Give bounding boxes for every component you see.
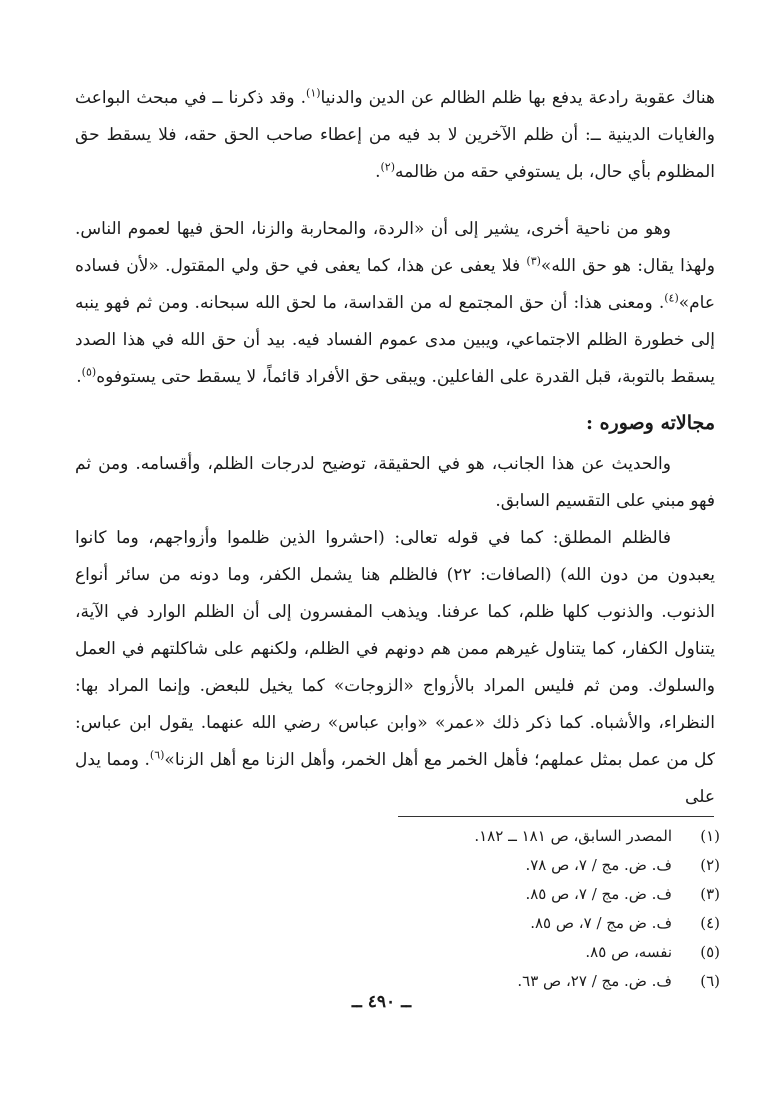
footnote-text: المصدر السابق، ص ١٨١ ــ ١٨٢.	[474, 827, 672, 845]
paragraph-text: فالظلم المطلق: كما في قوله تعالى: (احشروا الذين ظلموا وأزواجهم، وما كانوا يعبدون من دون الله) (الصافات: ٢٢) فالظلم هنا يشمل الكفر، وما دونه من سائر أنواع الذنوب. والذنوب كلها ظلم، كما عرفنا. ويذهب المفسرون إلى أن الظلم الوارد في الآية، يتناول الكفار، كما يتناول غيرهم ممن هم دونهم في الظلم، ولكنهم على شاكلتهم في العمل والسلوك. ومن ثم فليس المراد بالأزواج «الزوجات» كما يخيل للبعض. وإنما المراد بها: النظراء، والأشباه. كما ذكر ذلك «عمر» «وابن عباس» رضي الله عنهما. يقول ابن عباس: كل من عمل بمثل عملهم؛ فأهل الخمر مع أهل الخمر، وأهل الزنا مع أهل الزنا»	[75, 528, 715, 770]
paragraph-4	[75, 520, 715, 816]
footnote-text: ف. ض. مج / ٧، ص ٨٥.	[525, 885, 672, 903]
paragraph-text: وهو من ناحية أخرى، يشير إلى أن «الردة، والمحاربة والزنا، الحق فيها لعموم الناس. ولهذا يقال: هو حق الله»	[75, 219, 715, 276]
footnote-number: (١)	[700, 827, 720, 845]
paragraph-text: فلا يعفى عن هذا، كما يعفى في حق ولي المقتول. «لأن فساده عام»	[75, 256, 715, 313]
footnote-number: (٤)	[700, 914, 720, 932]
footnote-text: نفسه، ص ٨٥.	[585, 943, 672, 961]
paragraph-text: . ومما يدل على	[75, 750, 715, 807]
footnote-text: ف. ض. مج / ٢٧، ص ٦٣.	[517, 972, 672, 990]
footnote-marker: (٥)	[81, 365, 97, 379]
paragraph-text: والحديث عن هذا الجانب، هو في الحقيقة، توضيح لدرجات الظلم، وأقسامه. ومن ثم فهو مبني على التقسيم السابق.	[75, 454, 715, 511]
page-body	[75, 80, 715, 816]
footnote	[160, 851, 720, 880]
footnote-number: (٣)	[700, 885, 720, 903]
paragraph-3	[75, 446, 715, 520]
paragraph-text: . وقد ذكرنا ــ في مبحث البواعث والغايات الدينية ــ: أن ظلم الآخرين لا بد فيه من إعطاء صاحب الحق حقه، فلا يسقط حق المظلوم بأي حال، بل يستوفي حقه من ظالمه	[75, 88, 715, 182]
page-number: ــ ٤٩٠ ــ	[351, 992, 412, 1012]
paragraph-text: . ومعنى هذا: أن حق المجتمع له من القداسة، ما لحق الله سبحانه. ومن ثم فهو ينبه إلى خطورة الظلم الاجتماعي، ويبين مدى عموم الفساد فيه. بيد أن حق الله في هذا الصدد يسقط بالتوبة، قبل القدرة على الفاعلين. ويبقى حق الأفراد قائماً، لا يسقط حتى يستوفوه	[75, 293, 715, 387]
paragraph-text: .	[375, 162, 381, 182]
footnote-marker: (٣)	[526, 254, 541, 268]
paragraph-1	[75, 80, 715, 191]
footnote-marker: (٦)	[149, 748, 165, 762]
footnote	[160, 909, 720, 938]
footnote-number: (٦)	[700, 972, 720, 990]
footnote-number: (٢)	[700, 856, 720, 874]
footnote-text: ف. ض. مج / ٧، ص ٧٨.	[525, 856, 672, 874]
footnote-number: (٥)	[700, 943, 720, 961]
footnote	[160, 822, 720, 851]
footnote-text: ف. ض مج / ٧، ص ٨٥.	[530, 914, 672, 932]
footnote	[160, 938, 720, 967]
footnote	[160, 880, 720, 909]
paragraph-2	[75, 211, 715, 396]
paragraph-text: هناك عقوبة رادعة يدفع بها ظلم الظالم عن الدين والدنيا	[320, 88, 715, 108]
footnote-divider	[398, 816, 714, 817]
paragraph-text: .	[76, 367, 82, 387]
footnote-marker: (٤)	[664, 291, 679, 305]
footnotes-list	[160, 822, 720, 996]
section-heading: مجالاته وصوره :	[585, 412, 715, 434]
footnote-marker: (٢)	[380, 160, 395, 174]
footnote-marker: (١)	[306, 86, 321, 100]
